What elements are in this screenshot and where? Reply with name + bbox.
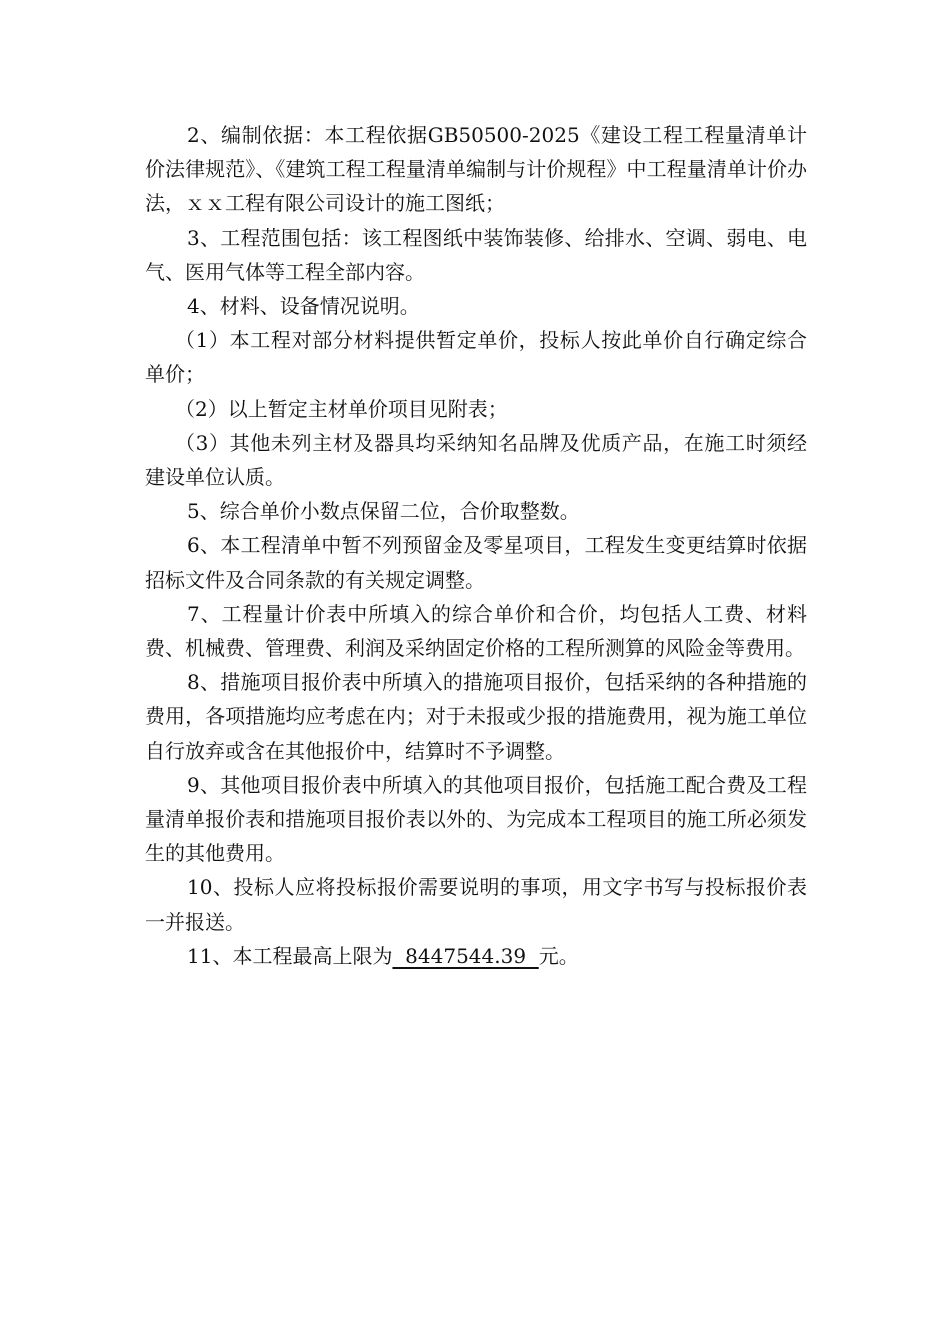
item-10-explanation: 10、投标人应将投标报价需要说明的事项，用文字书写与投标报价表一并报送。 [145, 875, 807, 934]
item-11-ceiling [145, 939, 807, 973]
item-6-reserve: 6、本工程清单中暂不列预留金及零星项目，工程发生变更结算时依据招标文件及合同条款的有关规定调整。 [145, 533, 807, 592]
ceiling-prefix: 11、本工程最高上限为 [187, 943, 393, 968]
ceiling-amount: 8447544.39 [392, 943, 539, 968]
item-8-measures: 8、措施项目报价表中所填入的措施项目报价，包括采纳的各种措施的费用，各项措施均应考虑在内；对于未报或少报的措施费用，视为施工单位自行放弃或含在其他报价中，结算时不予调整。 [145, 670, 807, 763]
item-3-scope: 3、工程范围包括：该工程图纸中装饰装修、给排水、空调、弱电、电气、医用气体等工程全部内容。 [145, 225, 807, 284]
item-9-other: 9、其他项目报价表中所填入的其他项目报价，包括施工配合费及工程量清单报价表和措施项目报价表以外的、为完成本工程项目的施工所必须发生的其他费用。 [145, 772, 807, 866]
ceiling-suffix: 元。 [538, 943, 579, 968]
item-2-basis: 2、编制依据：本工程依据GB50500-2025《建设工程工程量清单计价法律规范》、《建筑工程工程量清单编制与计价规程》中工程量清单计价办法，ｘｘ工程有限公司设计的施工图纸； [145, 123, 807, 216]
item-4-materials: 4、材料、设备情况说明。 [187, 294, 420, 319]
item-4-2: （2）以上暂定主材单价项目见附表； [175, 396, 508, 421]
item-4-3: （3）其他未列主材及器具均采纳知名品牌及优质产品，在施工时须经建设单位认质。 [145, 430, 807, 490]
item-5-decimals: 5、综合单价小数点保留二位，合价取整数。 [187, 499, 580, 524]
document-body [145, 118, 807, 973]
item-7-unit-price: 7、工程量计价表中所填入的综合单价和合价，均包括人工费、材料费、机械费、管理费、利润及采纳固定价格的工程所测算的风险金等费用。 [145, 601, 807, 661]
item-4-1: （1）本工程对部分材料提供暂定单价，投标人按此单价自行确定综合单价； [145, 328, 807, 387]
